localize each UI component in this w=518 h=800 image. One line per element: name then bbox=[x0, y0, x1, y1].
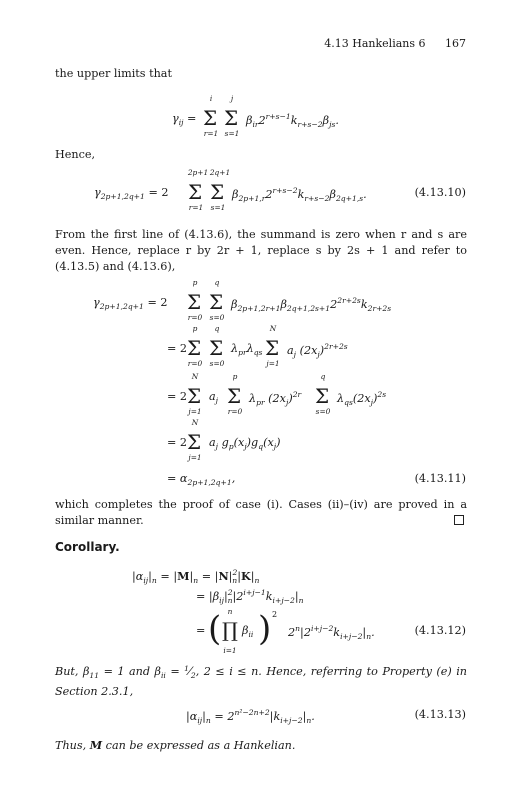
running-header bbox=[308, 37, 466, 50]
paragraph-but-beta: But, $\beta_{11} = 1$ and $\beta_{ii}$ = $^1⁄_2$, 2 ≤ i ≤ n. Hence, referring to Property (e) in Section 2.3.1, bbox=[55, 664, 467, 698]
equation-label-4-13-10: (4.13.10) bbox=[414, 186, 466, 199]
paragraph-replace-r-s: From the first line of (4.13.6), the summand is zero when r and s are even. Hence, replace r by 2r + 1, replace s by 2s + 1 and refer to (4.13.5) and (4.13.6), bbox=[55, 228, 467, 273]
corollary-heading: Corollary. bbox=[55, 540, 120, 554]
paragraph-upper-limits: the upper limits that bbox=[55, 67, 172, 80]
equation-label-4-13-13: (4.13.13) bbox=[414, 708, 466, 721]
equation-label-4-13-11: (4.13.11) bbox=[414, 472, 466, 485]
header-section: 4.13 Hankelians 6 bbox=[324, 37, 426, 50]
paragraph-hankelian: Thus, M can be expressed as a Hankelian. bbox=[55, 738, 296, 752]
header-page-number: 167 bbox=[445, 37, 466, 50]
paragraph-completes-proof: which completes the proof of case (i). Cases (ii)–(iv) are proved in a similar manner. bbox=[55, 498, 467, 527]
paragraph-hence: Hence, bbox=[55, 148, 96, 161]
equation-label-4-13-12: (4.13.12) bbox=[414, 624, 466, 637]
qed-box-icon bbox=[454, 515, 464, 525]
